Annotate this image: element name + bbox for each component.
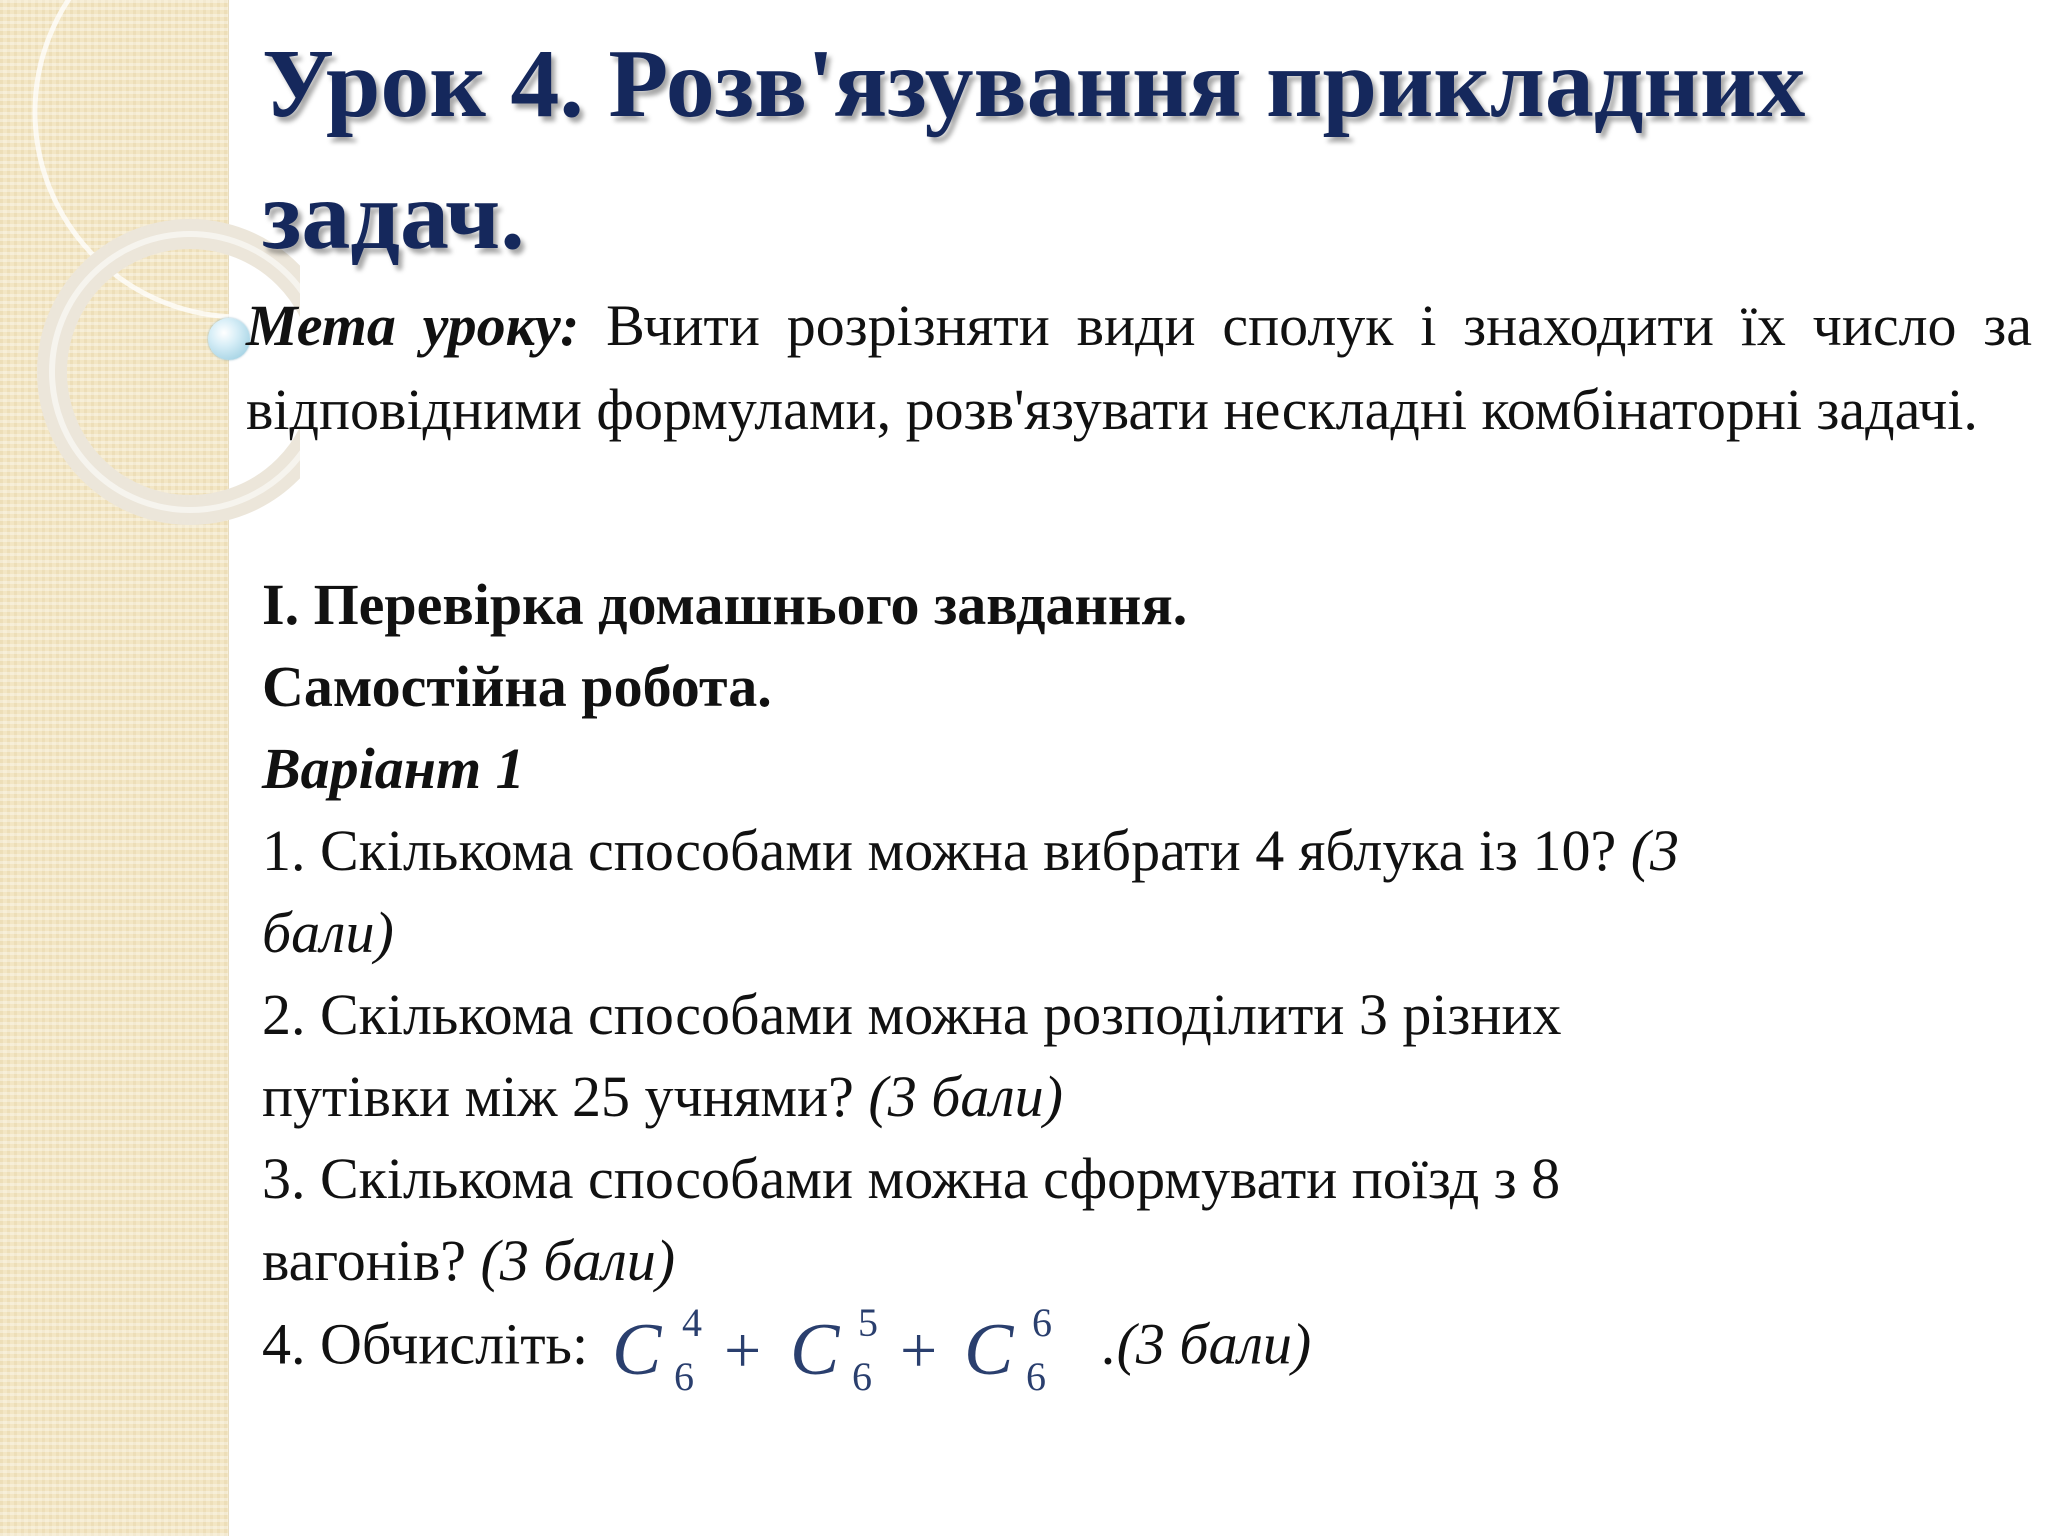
- slide-title: Урок 4. Розв'язування прикладних задач.: [262, 30, 1806, 270]
- formula-term-3-sub: 6: [1026, 1354, 1047, 1398]
- formula-term-1-sup: 4: [682, 1302, 703, 1345]
- task-3: 3. Скількома способами можна сформувати поїзд з 8: [262, 1146, 1561, 1211]
- formula-term-1-sub: 6: [674, 1354, 695, 1398]
- task-1-points: (3: [1630, 818, 1680, 883]
- formula-term-1-letter: C: [612, 1309, 662, 1391]
- variant-label: Варіант 1: [262, 736, 525, 801]
- lesson-goal: [246, 284, 2032, 452]
- homework-check: [262, 564, 2002, 1398]
- task-2-points: (3 бали): [868, 1064, 1063, 1129]
- formula-term-2-sub: 6: [852, 1354, 873, 1398]
- goal-bullet: [208, 318, 250, 360]
- task-1-points-cont: бали): [262, 900, 394, 965]
- formula-term-3-sup: 6: [1032, 1302, 1053, 1345]
- formula-plus-1: +: [724, 1314, 762, 1387]
- task-4: [262, 1302, 2002, 1398]
- section-heading: І. Перевірка домашнього завдання.: [262, 572, 1188, 637]
- task-2: 2. Скількома способами можна розподілити 3 різних: [262, 982, 1562, 1047]
- decorative-rings: [0, 0, 300, 560]
- task-2-cont: [262, 1056, 2002, 1138]
- goal-label: Мета уроку:: [246, 293, 580, 358]
- formula-plus-2: +: [900, 1314, 938, 1387]
- work-heading: Самостійна робота.: [262, 654, 772, 719]
- task-2-text: путівки між 25 учнями?: [262, 1064, 869, 1129]
- task-3-points: (3 бали): [480, 1228, 676, 1293]
- formula-term-2-letter: C: [790, 1309, 840, 1391]
- task-4-label: 4. Обчисліть:: [262, 1311, 589, 1377]
- goal-text: Вчити розрізняти види сполук і знаходити їх число за відповідними формулами, розв'язувати нескладні комбінаторні задачі.: [246, 293, 2032, 442]
- task-4-points: .(3 бали): [1102, 1311, 1312, 1377]
- formula-term-3-letter: C: [964, 1309, 1014, 1391]
- task-1-text: 1. Скількома способами можна вибрати 4 яблука із 10?: [262, 818, 1631, 883]
- task-3-cont: [262, 1220, 2002, 1302]
- task-1: [262, 810, 2002, 892]
- combination-formula: [612, 1302, 1102, 1398]
- task-3-text: вагонів?: [262, 1228, 481, 1293]
- formula-term-2-sup: 5: [858, 1302, 879, 1345]
